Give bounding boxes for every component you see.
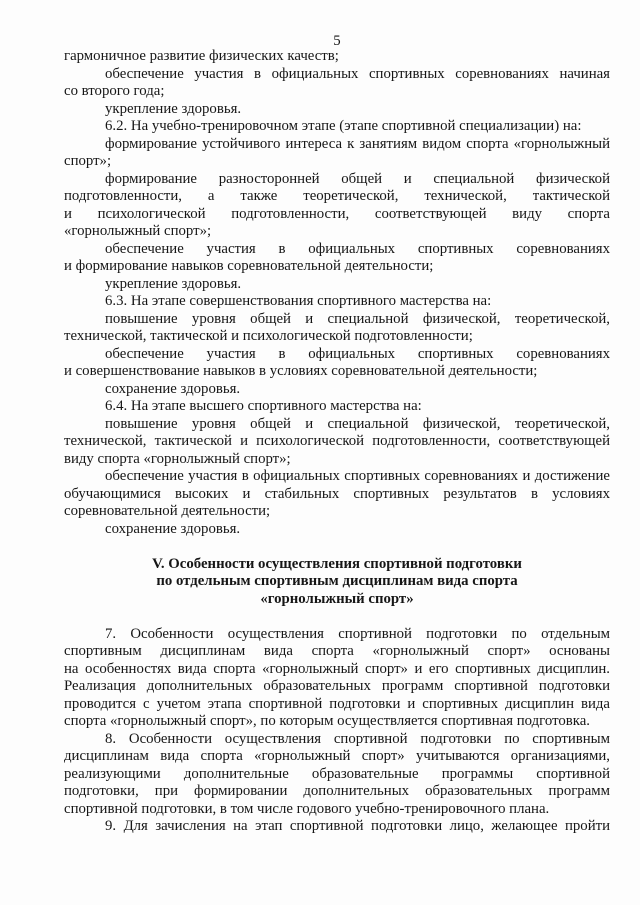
text-line: формирование разносторонней общей и специальной физической (105, 170, 610, 187)
text-line: виду спорта «горнолыжный спорт»; (64, 450, 291, 467)
text-line: подготовки, при формировании дополнительных образовательных программ (64, 783, 610, 799)
text-line: обеспечение участия в официальных спортивных соревнованиях начиная (105, 65, 610, 82)
text-line: обеспечение участия в официальных спортивных соревнованиях и достижение (105, 468, 610, 484)
text-line: 6.4. На этапе высшего спортивного мастерства на: (105, 398, 422, 414)
blank-line (64, 538, 610, 556)
text-line: спортивным дисциплинам вида спорта «горнолыжный спорт» основаны (64, 643, 610, 659)
text-line: 6.3. На этапе совершенствования спортивного мастерства на: (105, 293, 492, 309)
section-heading (64, 556, 610, 609)
text-line: укрепление здоровья. (105, 100, 242, 117)
text-line: спорт»; (64, 153, 112, 169)
text-line: 6.2. На учебно-тренировочном этапе (этапе спортивной специализации) на: (105, 118, 582, 134)
text-line: укрепление здоровья. (105, 275, 242, 292)
text-line: обеспечение участия в официальных спортивных соревнованиях (105, 240, 610, 257)
text-line: реализующими дополнительные образовательные программы спортивной (64, 765, 610, 782)
text-line: 7. Особенности осуществления спортивной подготовки по отдельным (105, 625, 610, 642)
text-line: дисциплинам вида спорта «горнолыжный спорт» учитываются организациями, (64, 748, 610, 764)
text-line: Реализация дополнительных образовательных программ спортивной подготовки (64, 678, 610, 694)
text-line: подготовленности, а также теоретической, технической, тактической (64, 188, 610, 204)
text-line: сохранение здоровья. (105, 380, 241, 397)
text-line: спорта «горнолыжный спорт», по которым осуществляется спортивная подготовка. (64, 713, 590, 729)
document-body (64, 48, 610, 836)
text-line: «горнолыжный спорт»; (64, 223, 212, 239)
text-line: со второго года; (64, 83, 165, 99)
clause-6-3 (64, 293, 610, 398)
text-line: формирование устойчивого интереса к занятиям видом спорта «горнолыжный (105, 135, 610, 152)
clause-continued (64, 48, 610, 118)
clause-9 (64, 818, 610, 836)
heading-line: по отдельным спортивным дисциплинам вида спорта (156, 573, 518, 589)
text-line: проводится с учетом этапа спортивной подготовки и спортивных дисциплин вида (64, 695, 610, 712)
text-line: технической, тактической и психологической подготовленности; (64, 328, 473, 344)
blank-line (64, 608, 610, 626)
text-line: и психологической подготовленности, соответствующей виду спорта (64, 205, 610, 222)
page-number: 5 (333, 33, 341, 49)
clause-6-4 (64, 398, 610, 538)
text-line: гармоничное развитие физических качеств; (64, 48, 339, 64)
text-line: технической, тактической и психологической подготовленности, соответствующей (64, 433, 610, 449)
clause-6-2 (64, 118, 610, 293)
text-line: обеспечение участия в официальных спортивных соревнованиях (105, 345, 610, 362)
text-line: спортивной подготовки, в том числе годового учебно-тренировочного плана. (64, 800, 550, 817)
text-line: и совершенствование навыков в условиях соревновательной деятельности; (64, 363, 538, 379)
text-line: соревновательной деятельности; (64, 503, 271, 519)
text-line: 8. Особенности осуществления спортивной подготовки по спортивным (105, 730, 610, 747)
text-line: и формирование навыков соревновательной деятельности; (64, 258, 434, 274)
text-line: 9. Для зачисления на этап спортивной подготовки лицо, желающее пройти (105, 818, 610, 834)
heading-line: V. Особенности осуществления спортивной подготовки (152, 555, 522, 572)
text-line: повышение уровня общей и специальной физической, теоретической, (105, 415, 610, 432)
clause-8 (64, 731, 610, 819)
heading-line: «горнолыжный спорт» (260, 590, 414, 607)
text-line: повышение уровня общей и специальной физической, теоретической, (105, 310, 610, 327)
clause-7 (64, 626, 610, 731)
text-line: обучающимися высоких и стабильных спортивных результатов в условиях (64, 485, 610, 502)
text-line: сохранение здоровья. (105, 520, 241, 537)
text-line: на особенностях вида спорта «горнолыжный спорт» и его спортивных дисциплин. (64, 660, 610, 677)
